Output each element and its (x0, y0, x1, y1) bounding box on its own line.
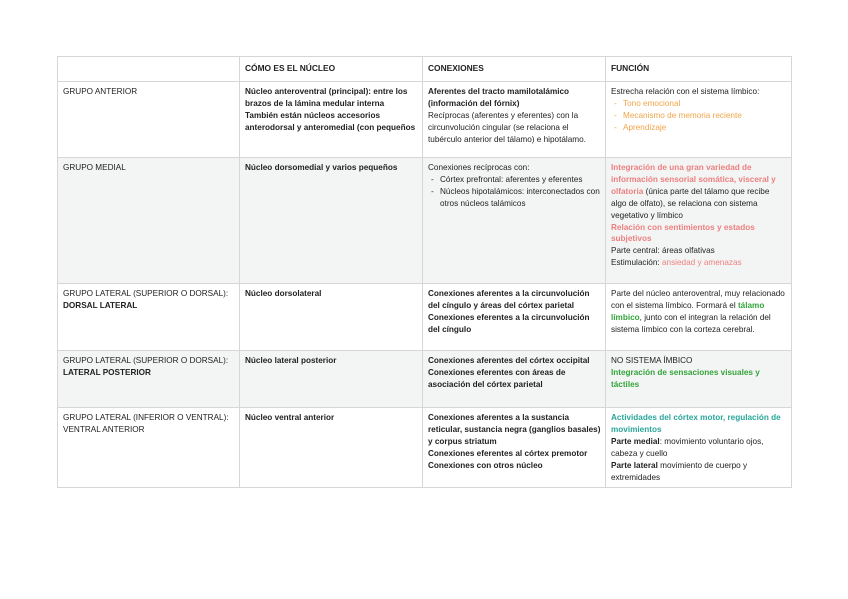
list-item: - Núcleos hipotalámicos: interconectados con otros núcleos talámicos (428, 186, 601, 210)
group-cell: GRUPO MEDIAL (58, 158, 240, 284)
function-cell: Estrecha relación con el sistema límbico: - Tono emocional - Mecanismo de memoria reciente - Aprendizaje (606, 82, 792, 158)
table-row (58, 408, 792, 488)
header-nucleus: CÓMO ES EL NÚCLEO (240, 57, 423, 82)
nucleus-cell: Núcleo lateral posterior (240, 351, 423, 408)
group-cell: GRUPO LATERAL (SUPERIOR O DORSAL): DORSAL LATERAL (58, 284, 240, 351)
connections-cell: Conexiones aferentes del córtex occipital Conexiones eferentes con áreas de asociación del córtex parietal (423, 351, 606, 408)
connections-cell: Conexiones recíprocas con: - Córtex prefrontal: aferentes y eferentes - Núcleos hipotalámicos: interconectados con otros núcleos talámicos (423, 158, 606, 284)
header-row (58, 57, 792, 82)
table-row (58, 158, 792, 284)
list-item: - Tono emocional (611, 98, 787, 110)
function-cell: Parte del núcleo anteroventral, muy relacionado con el sistema límbico. Formará el tálamo límbico, junto con el integran la relación del sistema límbico con la corteza cerebral. (606, 284, 792, 351)
group-cell: GRUPO LATERAL (INFERIOR O VENTRAL): VENTRAL ANTERIOR (58, 408, 240, 488)
connections-cell: Conexiones aferentes a la circunvolución del cíngulo y áreas del córtex parietal Conexiones eferentes a la circunvolución del cíngulo (423, 284, 606, 351)
document-page (57, 56, 791, 488)
header-empty (58, 57, 240, 82)
function-cell: Actividades del córtex motor, regulación de movimientos Parte medial: movimiento voluntario ojos, cabeza y cuello Parte lateral movimiento de cuerpo y extremidades (606, 408, 792, 488)
table-row (58, 82, 792, 158)
nucleus-cell: Núcleo dorsolateral (240, 284, 423, 351)
thalamus-nuclei-table (57, 56, 792, 488)
header-function: FUNCIÓN (606, 57, 792, 82)
connections-list (428, 174, 601, 210)
function-cell: NO SISTEMA ÍMBICO Integración de sensaciones visuales y táctiles (606, 351, 792, 408)
group-cell: GRUPO LATERAL (SUPERIOR O DORSAL): LATERAL POSTERIOR (58, 351, 240, 408)
table-row (58, 351, 792, 408)
nucleus-cell: Núcleo dorsomedial y varios pequeños (240, 158, 423, 284)
group-cell: GRUPO ANTERIOR (58, 82, 240, 158)
table-row (58, 284, 792, 351)
header-connections: CONEXIONES (423, 57, 606, 82)
list-item: - Mecanismo de memoria reciente (611, 110, 787, 122)
connections-cell: Aferentes del tracto mamilotalámico (información del fórnix) Recíprocas (aferentes y eferentes) con la circunvolución cingular (se relaciona el tubérculo anterior del tálamo) e hipotálamo. (423, 82, 606, 158)
function-list (611, 98, 787, 134)
function-cell: Integración de una gran variedad de información sensorial somática, visceral y olfatoria (única parte del tálamo que recibe algo de olfato), se relaciona con sistema vegetativo y límbico Relación con sentimientos y estados subjetivos Parte central: áreas olfativas Estimulación: ansiedad y amenazas (606, 158, 792, 284)
list-item: - Córtex prefrontal: aferentes y eferentes (428, 174, 601, 186)
connections-cell: Conexiones aferentes a la sustancia reticular, sustancia negra (ganglios basales) y corpus striatum Conexiones eferentes al córtex premotor Conexiones con otros núcleo (423, 408, 606, 488)
nucleus-cell: Núcleo ventral anterior (240, 408, 423, 488)
nucleus-cell: Núcleo anteroventral (principal): entre los brazos de la lámina medular interna También están núcleos accesorios anterodorsal y anteromedial (con pequeños (240, 82, 423, 158)
list-item: - Aprendizaje (611, 122, 787, 134)
